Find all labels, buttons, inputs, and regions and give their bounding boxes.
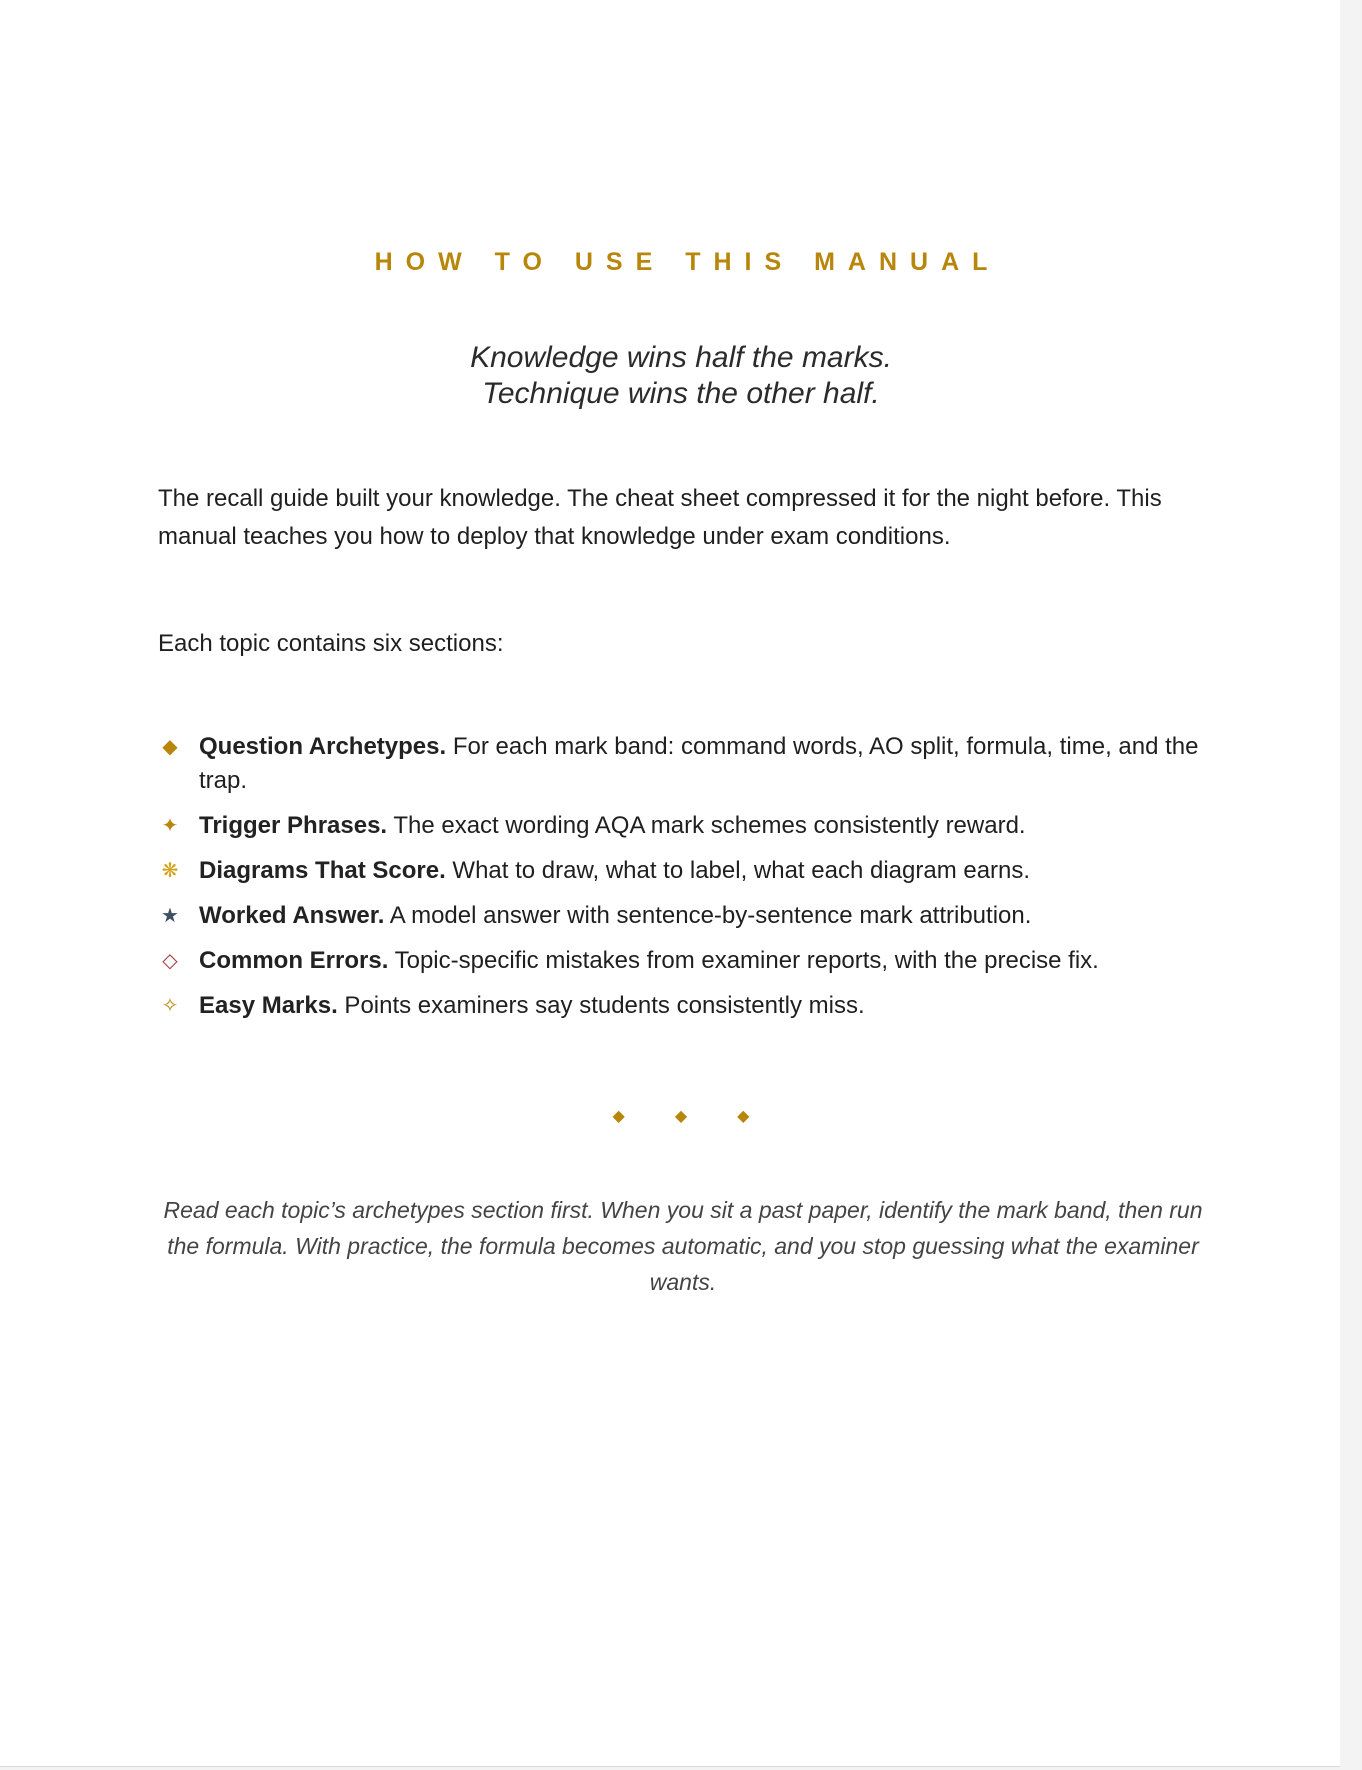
list-item — [158, 899, 1218, 933]
list-item — [158, 809, 1218, 843]
epigraph-line-1: Knowledge wins half the marks. — [470, 341, 892, 374]
section-description: Topic-specific mistakes from examiner reports, with the precise fix. — [388, 947, 1099, 974]
section-title: Diagrams That Score. — [199, 857, 446, 884]
section-description: For each mark band: command words, AO split, formula, time, and the trap. — [199, 733, 1199, 794]
section-title: Question Archetypes. — [199, 733, 447, 760]
section-description: Points examiners say students consistently miss. — [337, 992, 865, 1019]
section-title: Easy Marks. — [199, 992, 338, 1019]
epigraph-line-2: Technique wins the other half. — [482, 377, 880, 410]
section-title: Common Errors. — [199, 947, 389, 974]
outline-four-point-star-icon: ✧ — [161, 995, 179, 1017]
section-title: Worked Answer. — [199, 902, 385, 929]
epigraph — [0, 340, 1362, 412]
list-item — [158, 854, 1218, 888]
page-heading: HOW TO USE THIS MANUAL — [374, 248, 1001, 276]
closing-paragraph: Read each topic’s archetypes section first. When you sit a past paper, identify the mark band, then run the formula. With practice, the formula becomes automatic, and you stop guessing what the examiner wants. — [163, 1197, 1203, 1295]
four-point-star-icon: ✦ — [161, 815, 179, 837]
section-description: A model answer with sentence-by-sentence mark attribution. — [384, 902, 1032, 929]
star-icon: ★ — [161, 905, 179, 927]
filled-diamond-icon: ◆ — [162, 736, 178, 758]
outline-diamond-icon: ◇ — [162, 950, 178, 972]
list-item — [158, 730, 1218, 798]
section-description: The exact wording AQA mark schemes consistently reward. — [387, 812, 1026, 839]
list-item — [158, 944, 1218, 978]
section-title: Trigger Phrases. — [199, 812, 388, 839]
sections-lead: Each topic contains six sections: — [158, 630, 504, 657]
list-item — [158, 989, 1218, 1023]
sections-list — [158, 730, 1218, 1034]
diamond-divider-icon: ◆◆◆ — [612, 1108, 800, 1125]
section-description: What to draw, what to label, what each diagram earns. — [445, 857, 1031, 884]
asterisk-flower-icon: ❋ — [161, 860, 179, 882]
intro-paragraph: The recall guide built your knowledge. The cheat sheet compressed it for the night before. This manual teaches you how to deploy that knowledge under exam conditions. — [158, 485, 1162, 550]
